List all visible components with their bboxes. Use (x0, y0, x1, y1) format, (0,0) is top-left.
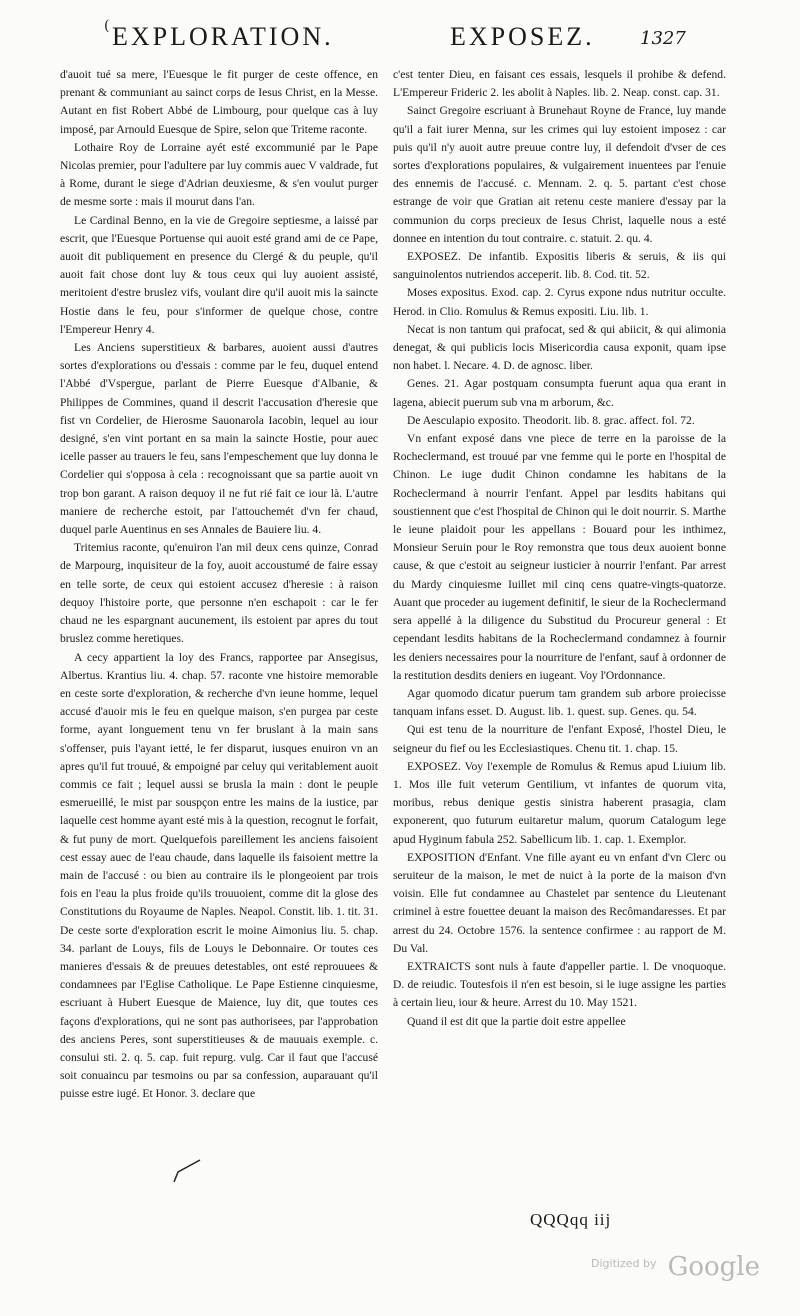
paragraph: Lothaire Roy de Lorraine ayét esté excommunié par le Pape Nicolas premier, pour l'adultere par luy commis auec V valdrade, fut à Rome, durant le siege d'Adrian deuxiesme, & s'en voulut purger de mesme sorte : mais il mourut dans l'an. (60, 140, 378, 209)
paragraph: De Aesculapio exposito. Theodorit. lib. 8. grac. affect. fol. 72. (407, 413, 695, 427)
left-column (60, 66, 378, 1104)
paragraph: EXPOSEZ. Voy l'exemple de Romulus & Remus apud Liuium lib. 1. Mos ille fuit veterum Gentilium, vt infantes de quorum vita, moribus, rebus denique gestis sinistra haberent prasagia, clam exponerent, quo futurum euitaretur malum, quorum Catalogum lege apud Hyginum fabula 252. Sabellicum lib. 1. cap. 1. Exemplor. (393, 759, 726, 846)
paragraph: Les Anciens superstitieux & barbares, auoient aussi d'autres sortes d'explorations ou d'essais : comme par le feu, duquel entend l'Abbé d'Vspergue, parlant de Pierre Euesque d'Albanie, & Philippes de Commines, quand il descrit l'accusation d'heresie que fist vn Cordelier, de Hierosme Sauonarola Iacobin, lequel au iour designé, s'en vint portant en sa main la saincte Hostie, pour auec icelle passer au trauers le feu, sans l'empeschement que luy donna le Cordelier qui s'opposa à cela : recognoissant que sa partie auoit vn trop bon garant. A raison dequoy il ne fut rié fait ce iour là. L'autre maniere de recherche estoit, par l'attouchemét d'vn fer chaud, duquel parle Auentinus en ses Annales de Bauiere liu. 4. (60, 341, 378, 537)
paragraph: Sainct Gregoire escriuant à Brunehaut Royne de France, luy mande qu'il a fait iurer Menna, sur les crimes qui luy estoient imposez : car puis qu'il n'y auoit autre preuue contre luy, il defendoit d'vser de ces sortes d'explorations populaires, & vulgairement inuentees par l'enuie des ennemis de l'accusé. c. Mennam. 2. q. 5. partant c'est chose estrange de voir que Gratian ait retenu ceste maniere d'essay par la communion du corps precieux de Iesus Christ, laquelle nous a esté donnee en intention du tout contraire. c. statuit. 2. qu. 4. (393, 104, 726, 245)
right-running-title: EXPOSEZ. (450, 22, 595, 51)
paragraph: Genes. 21. Agar postquam consumpta fuerunt aqua qua erant in lagena, abiecit puerum sub vna m arborum, &c. (393, 377, 726, 409)
paragraph: Tritemius raconte, qu'enuiron l'an mil deux cens quinze, Conrad de Marpourg, inquisiteur de la foy, auoit accoustumé de faire essay en telle sorte, de ceux qui estoient accusez d'heresie : à raison dequoy l'histoire porte, que personne n'en eschapoit : car le fer chaud ne les espargnant aucunement, ils estoient par apres du tout bruslez comme heretiques. (60, 541, 378, 646)
paragraph: EXTRAICTS sont nuls à faute d'appeller partie. l. De vnoquoque. D. de reiudic. Toutesfois il n'en est besoin, si le iuge assigne les parties à certain lieu, iour & heure. Arrest du 10. May 1521. (393, 959, 726, 1010)
pen-stroke (172, 1158, 202, 1184)
page-number: 1327 (640, 28, 686, 49)
paragraph: A cecy appartient la loy des Francs, rapportee par Ansegisus, Albertus. Krantius liu. 4. chap. 57. raconte vne histoire memorable en ceste sorte d'exploration, & recherche d'vn ieune homme, lequel accusé d'auoir mis le feu en quelque maison, s'en purgea par ceste forme, ayant longuement tenu vn fer bruslant à la main sans s'offenser, puis l'ayant ietté, le fer disparut, iusques enuiron vn an apres qu'il fut trouué, & empoigné par celuy qui veritablement auoit commis ce fait ; lequel aussi se brusla la main : dont le peuple esmerueillé, le mist par souspçon entre les mains de la iustice, par laquelle cest homme ayant esté mis à la question, recognut le forfait, & fut puny de mort. Quelquefois pareillement les anciens faisoient cest essay auec de l'eau chaude, dans laquelle ils faisoient mettre la main de l'accusé : ou bien au contraire ils le plongeoient par trois fois en l'eau la plus froide qu'ils trouuoient, comme dit la glose des Constitutions du Royaume de Naples. Neapol. Constit. lib. 1. tit. 31. De ceste sorte d'exploration escrit le moine Aimonius liu. 5. chap. 34. parlant de Louys, fils de Louys le Debonnaire. Or toutes ces manieres d'essais & de preuues detestables, ont esté reprouuees & condamnees par l'Eglise Catholique. Le Pape Estienne cinquiesme, escriuant à Hubert Euesque de Maience, luy dit, que toutes ces façons d'explorations, qui ne sont pas authorisees, par l'approbation des anciens Peres, sont superstitieuses & de mauuais exemple. c. consului sti. 2. q. 5. cap. fuit repurg. vulg. Car il faut que l'accusé soit conuaincu par tesmoins ou par sa confession, auparauant qu'il puisse estre iugé. Et Honor. 3. declare que (60, 650, 378, 1101)
paragraph: Necat is non tantum qui prafocat, sed & qui abiicit, & qui alimonia denegat, & qui publicis locis Misericordia causa exponit, quam ipse non habet. l. Necare. 4. D. de agnosc. liber. (393, 322, 726, 373)
paragraph: EXPOSEZ. De infantib. Expositis liberis & seruis, & iis qui sanguinolentos nutriendos acceperit. lib. 8. Cod. tit. 52. (393, 250, 726, 282)
paragraph: Moses expositus. Exod. cap. 2. Cyrus expone ndus nutritur occulte. Herod. in Clio. Romulus & Remus expositi. Liu. lib. 1. (393, 286, 726, 318)
left-running-title: EXPLORATION. (112, 22, 334, 51)
watermark-brand: Google (667, 1252, 760, 1282)
right-column (393, 66, 726, 1031)
paragraph: c'est tenter Dieu, en faisant ces essais, lesquels il prohibe & defend. L'Empereur Frideric 2. les abolit à Naples. lib. 2. Neap. const. cap. 31. (393, 68, 726, 100)
digitized-watermark (591, 1252, 760, 1282)
paragraph: d'auoit tué sa mere, l'Euesque le fit purger de ceste offence, en prenant & communiant au sainct corps de Iesus Christ, en la Messe. Autant en fist Robert Abbé de Limbourg, pour quelque cas à luy imposé, par Arnould Euesque de Spire, selon que Triteme raconte. (60, 68, 378, 136)
signature-mark: QQQqq iij (530, 1210, 612, 1229)
paragraph: Agar quomodo dicatur puerum tam grandem sub arbore proiecisse tanquam infans esset. D. August. lib. 1. quest. sup. Genes. qu. 54. (393, 686, 726, 719)
paragraph: Qui est tenu de la nourriture de l'enfant Exposé, l'hostel Dieu, le seigneur du fief ou les Ecclesiastiques. Chenu tit. 1. chap. 15. (393, 723, 726, 755)
margin-mark: ( (104, 18, 110, 34)
watermark-prefix: Digitized by (591, 1257, 657, 1270)
paragraph: Vn enfant exposé dans vne piece de terre en la paroisse de la Rocheclermand, est trouué par vne femme qui le porte en l'hospital de Chinon. Le iuge dudit Chinon condamne les habitans de la Rocheclermand à nourrir l'enfant. Appel par lesdits habitans qui soustiennent que c'est l'hospital de Chinon qui le doit nourrir. S. Marthe le ieune plaidoit pour les appellans : Bouard pour les inthimez, Monsieur Seruin pour le Roy remonstra que tous deux auoient bonne cause, & que c'estoit au seigneur iusticier à nourrir l'enfant. Par arrest du Mardy cinquiesme Iuillet mil cinq cens quatre-vingts-quatorze. Auant que proceder au iugement definitif, le sieur de la Rocheclermand sera appellé à la diligence du Substitud du Procureur general : Et cependant lesdits habitans de la Rocheclermand condamnez à fournir les deniers necessaires pour la nourriture de l'enfant, sauf à ordonner de la restitution desdits deniers en iugeant. Voy l'Ordonnance. (393, 432, 726, 682)
paragraph: Le Cardinal Benno, en la vie de Gregoire septiesme, a laissé par escrit, que l'Euesque Portuense qui auoit esté grand ami de ce Pape, auoit dit publiquement en presence du Clergé & du peuple, qu'il auoit fait chose dont luy & tous ceux qui luy auoient assisté, meritoient d'estre bruslez vifs, voulant dire qu'il auoit mis la saincte Hostie dans le feu, pour s'informer de quelque chose, contre l'Empereur Henry 4. (60, 213, 378, 336)
paragraph: Quand il est dit que la partie doit estre appellee (407, 1014, 626, 1028)
running-header (0, 18, 800, 66)
paragraph: EXPOSITION d'Enfant. Vne fille ayant eu vn enfant d'vn Clerc ou seruiteur de la maison, le met de nuict à la porte de la maison d'vn voisin. Elle fut condamnee au Chastelet par sentence du Lieutenant criminel à estre fouettee deuant la maison des Recômandaresses. Et par arrest du 24. Octobre 1576. la sentence confirmee : au rapport de M. Du Val. (393, 850, 726, 955)
